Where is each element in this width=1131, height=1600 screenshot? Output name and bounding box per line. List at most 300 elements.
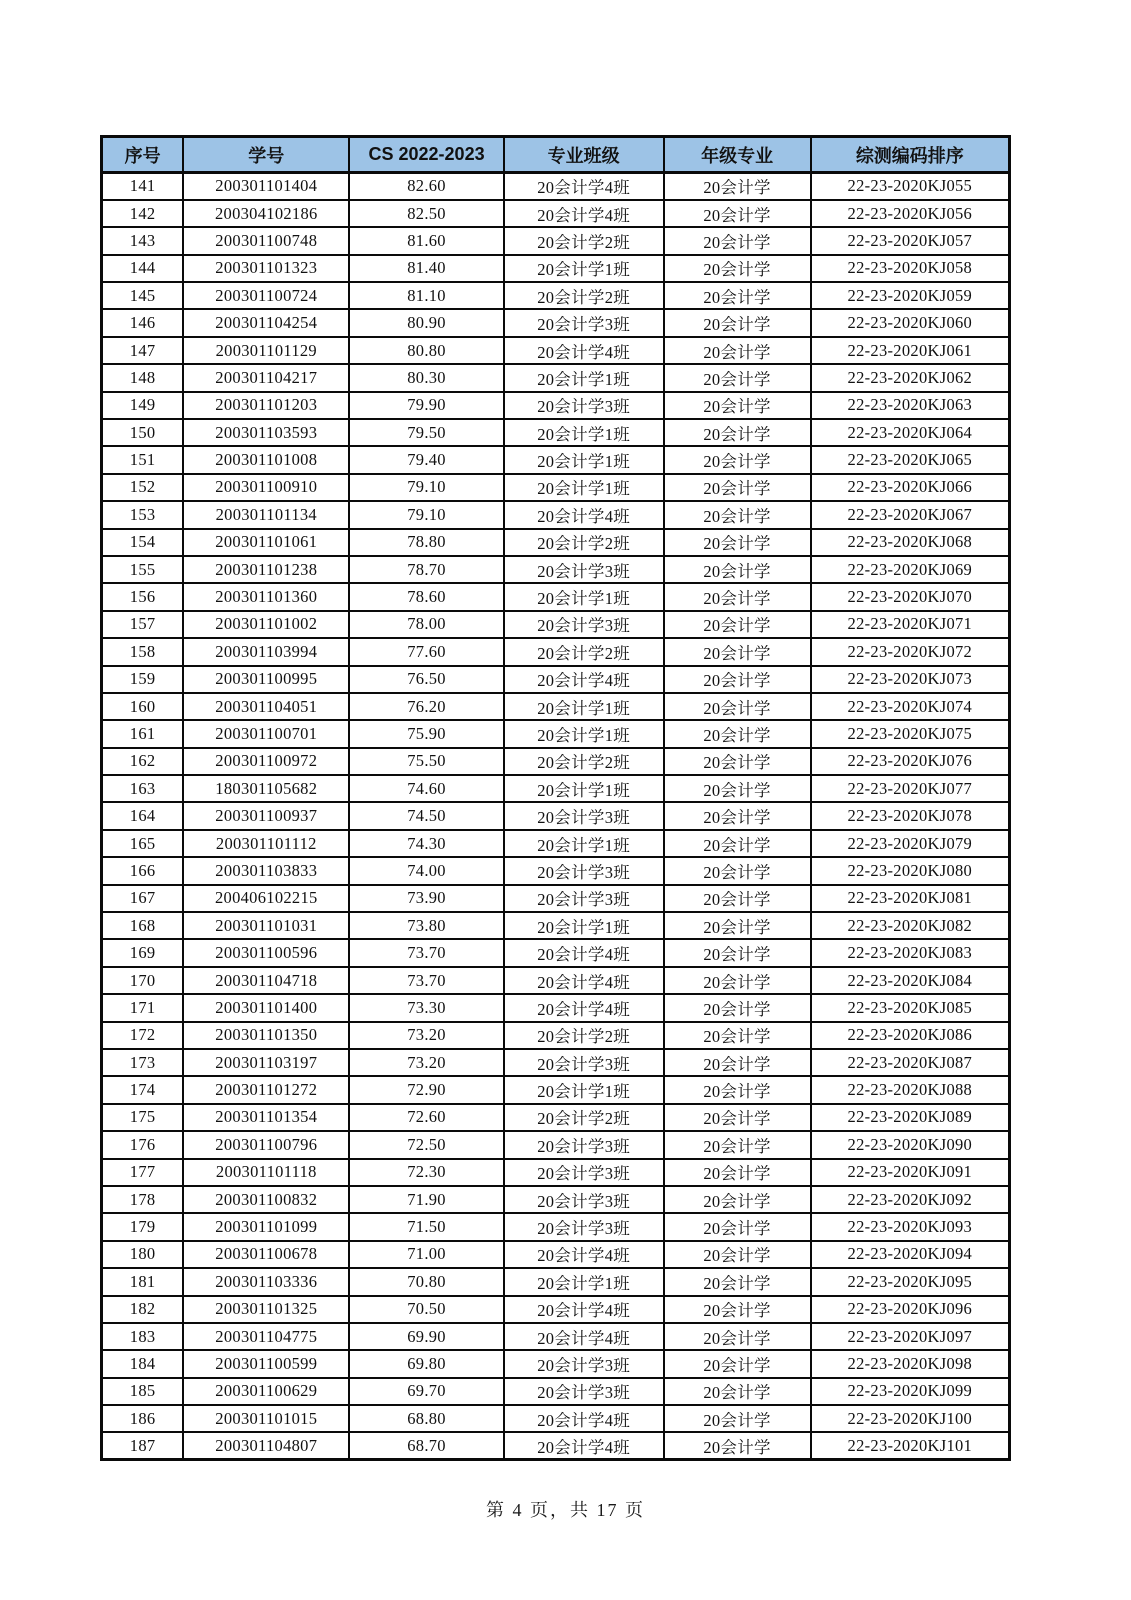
table-body <box>102 173 1010 1460</box>
table-row <box>102 720 1010 747</box>
cell-index: 179 <box>102 1213 184 1240</box>
cell-student-id: 200301104807 <box>183 1432 349 1459</box>
cell-assessment-code: 22-23-2020KJ064 <box>811 419 1010 446</box>
table-row <box>102 227 1010 254</box>
cell-index: 166 <box>102 857 184 884</box>
cell-grade-major: 20会计学 <box>664 501 811 528</box>
cell-assessment-code: 22-23-2020KJ066 <box>811 474 1010 501</box>
cell-cs-score: 73.20 <box>349 1022 503 1049</box>
cell-major-class: 20会计学1班 <box>504 693 664 720</box>
table-row <box>102 1241 1010 1268</box>
cell-cs-score: 79.50 <box>349 419 503 446</box>
cell-cs-score: 82.50 <box>349 200 503 227</box>
cell-index: 153 <box>102 501 184 528</box>
cell-grade-major: 20会计学 <box>664 1268 811 1295</box>
cell-cs-score: 69.70 <box>349 1378 503 1405</box>
table-row <box>102 994 1010 1021</box>
cell-assessment-code: 22-23-2020KJ070 <box>811 583 1010 610</box>
table-row <box>102 1350 1010 1377</box>
cell-cs-score: 81.40 <box>349 255 503 282</box>
table-row <box>102 693 1010 720</box>
column-header-major-class: 专业班级 <box>504 137 664 173</box>
cell-assessment-code: 22-23-2020KJ072 <box>811 638 1010 665</box>
cell-student-id: 200301101203 <box>183 392 349 419</box>
table-row <box>102 666 1010 693</box>
cell-assessment-code: 22-23-2020KJ083 <box>811 939 1010 966</box>
cell-student-id: 200301101129 <box>183 337 349 364</box>
cell-index: 148 <box>102 364 184 391</box>
cell-cs-score: 69.80 <box>349 1350 503 1377</box>
cell-student-id: 200301101118 <box>183 1159 349 1186</box>
cell-assessment-code: 22-23-2020KJ060 <box>811 309 1010 336</box>
column-header-grade-major: 年级专业 <box>664 137 811 173</box>
cell-grade-major: 20会计学 <box>664 720 811 747</box>
cell-cs-score: 71.50 <box>349 1213 503 1240</box>
cell-grade-major: 20会计学 <box>664 200 811 227</box>
cell-student-id: 200301101002 <box>183 611 349 638</box>
cell-major-class: 20会计学3班 <box>504 556 664 583</box>
cell-cs-score: 72.60 <box>349 1104 503 1131</box>
cell-cs-score: 78.00 <box>349 611 503 638</box>
cell-assessment-code: 22-23-2020KJ063 <box>811 392 1010 419</box>
cell-index: 186 <box>102 1405 184 1432</box>
cell-cs-score: 74.00 <box>349 857 503 884</box>
cell-student-id: 200301100995 <box>183 666 349 693</box>
cell-index: 182 <box>102 1296 184 1323</box>
cell-grade-major: 20会计学 <box>664 1378 811 1405</box>
cell-student-id: 200301104051 <box>183 693 349 720</box>
table-row <box>102 1378 1010 1405</box>
table-row <box>102 446 1010 473</box>
cell-assessment-code: 22-23-2020KJ080 <box>811 857 1010 884</box>
cell-major-class: 20会计学4班 <box>504 1241 664 1268</box>
cell-cs-score: 80.30 <box>349 364 503 391</box>
cell-major-class: 20会计学4班 <box>504 939 664 966</box>
cell-major-class: 20会计学4班 <box>504 1323 664 1350</box>
cell-index: 164 <box>102 802 184 829</box>
cell-student-id: 200301100724 <box>183 282 349 309</box>
cell-index: 154 <box>102 529 184 556</box>
cell-major-class: 20会计学1班 <box>504 255 664 282</box>
cell-grade-major: 20会计学 <box>664 775 811 802</box>
cell-assessment-code: 22-23-2020KJ075 <box>811 720 1010 747</box>
cell-index: 159 <box>102 666 184 693</box>
cell-grade-major: 20会计学 <box>664 611 811 638</box>
cell-student-id: 200301100972 <box>183 748 349 775</box>
cell-major-class: 20会计学4班 <box>504 337 664 364</box>
table-row <box>102 1159 1010 1186</box>
cell-index: 185 <box>102 1378 184 1405</box>
table-row <box>102 638 1010 665</box>
table-row <box>102 474 1010 501</box>
cell-assessment-code: 22-23-2020KJ077 <box>811 775 1010 802</box>
cell-index: 160 <box>102 693 184 720</box>
cell-index: 147 <box>102 337 184 364</box>
cell-student-id: 200301101238 <box>183 556 349 583</box>
table-header-row <box>102 137 1010 173</box>
cell-assessment-code: 22-23-2020KJ078 <box>811 802 1010 829</box>
cell-grade-major: 20会计学 <box>664 1350 811 1377</box>
cell-cs-score: 76.20 <box>349 693 503 720</box>
table-row <box>102 611 1010 638</box>
cell-grade-major: 20会计学 <box>664 666 811 693</box>
cell-student-id: 200301101008 <box>183 446 349 473</box>
cell-major-class: 20会计学3班 <box>504 885 664 912</box>
table-row <box>102 337 1010 364</box>
cell-cs-score: 72.30 <box>349 1159 503 1186</box>
cell-assessment-code: 22-23-2020KJ093 <box>811 1213 1010 1240</box>
cell-cs-score: 73.30 <box>349 994 503 1021</box>
cell-cs-score: 71.90 <box>349 1186 503 1213</box>
cell-assessment-code: 22-23-2020KJ073 <box>811 666 1010 693</box>
table-row <box>102 1104 1010 1131</box>
table-row <box>102 967 1010 994</box>
cell-student-id: 200301101099 <box>183 1213 349 1240</box>
table-row <box>102 1186 1010 1213</box>
cell-student-id: 200301100629 <box>183 1378 349 1405</box>
cell-index: 152 <box>102 474 184 501</box>
cell-grade-major: 20会计学 <box>664 1186 811 1213</box>
cell-grade-major: 20会计学 <box>664 446 811 473</box>
cell-student-id: 200301103593 <box>183 419 349 446</box>
cell-student-id: 200301100701 <box>183 720 349 747</box>
cell-grade-major: 20会计学 <box>664 419 811 446</box>
cell-grade-major: 20会计学 <box>664 255 811 282</box>
cell-index: 171 <box>102 994 184 1021</box>
cell-student-id: 200301101354 <box>183 1104 349 1131</box>
cell-index: 158 <box>102 638 184 665</box>
cell-assessment-code: 22-23-2020KJ068 <box>811 529 1010 556</box>
cell-major-class: 20会计学1班 <box>504 720 664 747</box>
table-row <box>102 364 1010 391</box>
table-row <box>102 1323 1010 1350</box>
table-row <box>102 583 1010 610</box>
cell-student-id: 200304102186 <box>183 200 349 227</box>
cell-cs-score: 74.60 <box>349 775 503 802</box>
cell-grade-major: 20会计学 <box>664 1213 811 1240</box>
cell-cs-score: 71.00 <box>349 1241 503 1268</box>
cell-index: 149 <box>102 392 184 419</box>
cell-cs-score: 82.60 <box>349 173 503 200</box>
cell-student-id: 200301103197 <box>183 1049 349 1076</box>
cell-grade-major: 20会计学 <box>664 1131 811 1158</box>
table-row <box>102 1076 1010 1103</box>
cell-grade-major: 20会计学 <box>664 1432 811 1459</box>
cell-grade-major: 20会计学 <box>664 1104 811 1131</box>
cell-index: 184 <box>102 1350 184 1377</box>
cell-grade-major: 20会计学 <box>664 474 811 501</box>
cell-assessment-code: 22-23-2020KJ094 <box>811 1241 1010 1268</box>
cell-index: 156 <box>102 583 184 610</box>
cell-grade-major: 20会计学 <box>664 885 811 912</box>
cell-major-class: 20会计学1班 <box>504 419 664 446</box>
cell-major-class: 20会计学1班 <box>504 583 664 610</box>
cell-assessment-code: 22-23-2020KJ062 <box>811 364 1010 391</box>
cell-student-id: 200301100678 <box>183 1241 349 1268</box>
cell-index: 161 <box>102 720 184 747</box>
cell-major-class: 20会计学3班 <box>504 1378 664 1405</box>
table-row <box>102 775 1010 802</box>
cell-cs-score: 75.90 <box>349 720 503 747</box>
cell-cs-score: 76.50 <box>349 666 503 693</box>
cell-major-class: 20会计学4班 <box>504 666 664 693</box>
cell-assessment-code: 22-23-2020KJ098 <box>811 1350 1010 1377</box>
cell-assessment-code: 22-23-2020KJ076 <box>811 748 1010 775</box>
cell-assessment-code: 22-23-2020KJ097 <box>811 1323 1010 1350</box>
cell-grade-major: 20会计学 <box>664 1241 811 1268</box>
cell-index: 167 <box>102 885 184 912</box>
cell-cs-score: 78.60 <box>349 583 503 610</box>
cell-assessment-code: 22-23-2020KJ074 <box>811 693 1010 720</box>
cell-major-class: 20会计学2班 <box>504 1104 664 1131</box>
cell-assessment-code: 22-23-2020KJ099 <box>811 1378 1010 1405</box>
cell-grade-major: 20会计学 <box>664 638 811 665</box>
cell-student-id: 200301101404 <box>183 173 349 200</box>
cell-index: 175 <box>102 1104 184 1131</box>
table-row <box>102 1213 1010 1240</box>
cell-cs-score: 73.70 <box>349 939 503 966</box>
column-header-assessment-code: 综测编码排序 <box>811 137 1010 173</box>
cell-major-class: 20会计学3班 <box>504 392 664 419</box>
cell-major-class: 20会计学3班 <box>504 802 664 829</box>
cell-index: 176 <box>102 1131 184 1158</box>
table-row <box>102 1131 1010 1158</box>
cell-grade-major: 20会计学 <box>664 227 811 254</box>
cell-cs-score: 79.10 <box>349 474 503 501</box>
cell-major-class: 20会计学2班 <box>504 227 664 254</box>
cell-major-class: 20会计学1班 <box>504 474 664 501</box>
cell-index: 157 <box>102 611 184 638</box>
student-score-table <box>100 135 1011 1461</box>
cell-grade-major: 20会计学 <box>664 282 811 309</box>
table-row <box>102 939 1010 966</box>
cell-grade-major: 20会计学 <box>664 309 811 336</box>
cell-student-id: 200301101112 <box>183 830 349 857</box>
table-row <box>102 419 1010 446</box>
cell-student-id: 200301101360 <box>183 583 349 610</box>
cell-cs-score: 72.50 <box>349 1131 503 1158</box>
table-row <box>102 1049 1010 1076</box>
table-row <box>102 1268 1010 1295</box>
cell-student-id: 200301100937 <box>183 802 349 829</box>
cell-index: 173 <box>102 1049 184 1076</box>
cell-index: 187 <box>102 1432 184 1459</box>
cell-major-class: 20会计学4班 <box>504 501 664 528</box>
cell-student-id: 200301100910 <box>183 474 349 501</box>
cell-student-id: 200301101031 <box>183 912 349 939</box>
table-row <box>102 1432 1010 1459</box>
cell-major-class: 20会计学3班 <box>504 1159 664 1186</box>
cell-grade-major: 20会计学 <box>664 556 811 583</box>
cell-index: 181 <box>102 1268 184 1295</box>
cell-student-id: 200301104718 <box>183 967 349 994</box>
cell-assessment-code: 22-23-2020KJ067 <box>811 501 1010 528</box>
cell-index: 142 <box>102 200 184 227</box>
cell-major-class: 20会计学1班 <box>504 830 664 857</box>
cell-major-class: 20会计学3班 <box>504 857 664 884</box>
cell-grade-major: 20会计学 <box>664 994 811 1021</box>
cell-major-class: 20会计学2班 <box>504 282 664 309</box>
cell-student-id: 200301103833 <box>183 857 349 884</box>
table-row <box>102 912 1010 939</box>
cell-grade-major: 20会计学 <box>664 1049 811 1076</box>
cell-assessment-code: 22-23-2020KJ101 <box>811 1432 1010 1459</box>
cell-assessment-code: 22-23-2020KJ087 <box>811 1049 1010 1076</box>
cell-grade-major: 20会计学 <box>664 830 811 857</box>
cell-assessment-code: 22-23-2020KJ065 <box>811 446 1010 473</box>
cell-assessment-code: 22-23-2020KJ095 <box>811 1268 1010 1295</box>
cell-student-id: 200301104775 <box>183 1323 349 1350</box>
cell-major-class: 20会计学3班 <box>504 1213 664 1240</box>
cell-cs-score: 79.90 <box>349 392 503 419</box>
cell-index: 183 <box>102 1323 184 1350</box>
cell-cs-score: 74.50 <box>349 802 503 829</box>
cell-student-id: 200301101134 <box>183 501 349 528</box>
cell-student-id: 200301100596 <box>183 939 349 966</box>
cell-major-class: 20会计学2班 <box>504 1022 664 1049</box>
cell-grade-major: 20会计学 <box>664 364 811 391</box>
table-row <box>102 857 1010 884</box>
cell-cs-score: 72.90 <box>349 1076 503 1103</box>
table-row <box>102 830 1010 857</box>
cell-major-class: 20会计学4班 <box>504 1432 664 1459</box>
table-row <box>102 1022 1010 1049</box>
cell-major-class: 20会计学1班 <box>504 446 664 473</box>
page-number-footer: 第 4 页，共 17 页 <box>486 1500 645 1520</box>
cell-assessment-code: 22-23-2020KJ084 <box>811 967 1010 994</box>
cell-student-id: 200301104254 <box>183 309 349 336</box>
cell-major-class: 20会计学3班 <box>504 309 664 336</box>
table-row <box>102 501 1010 528</box>
cell-index: 143 <box>102 227 184 254</box>
cell-grade-major: 20会计学 <box>664 1296 811 1323</box>
cell-cs-score: 78.80 <box>349 529 503 556</box>
cell-major-class: 20会计学4班 <box>504 173 664 200</box>
cell-assessment-code: 22-23-2020KJ090 <box>811 1131 1010 1158</box>
cell-student-id: 200301100748 <box>183 227 349 254</box>
cell-index: 162 <box>102 748 184 775</box>
cell-assessment-code: 22-23-2020KJ088 <box>811 1076 1010 1103</box>
table-row <box>102 802 1010 829</box>
cell-grade-major: 20会计学 <box>664 857 811 884</box>
cell-cs-score: 69.90 <box>349 1323 503 1350</box>
cell-grade-major: 20会计学 <box>664 337 811 364</box>
cell-student-id: 200301100599 <box>183 1350 349 1377</box>
cell-cs-score: 75.50 <box>349 748 503 775</box>
cell-cs-score: 73.20 <box>349 1049 503 1076</box>
cell-assessment-code: 22-23-2020KJ100 <box>811 1405 1010 1432</box>
cell-assessment-code: 22-23-2020KJ055 <box>811 173 1010 200</box>
cell-grade-major: 20会计学 <box>664 1159 811 1186</box>
table-row <box>102 392 1010 419</box>
cell-assessment-code: 22-23-2020KJ079 <box>811 830 1010 857</box>
cell-major-class: 20会计学4班 <box>504 1296 664 1323</box>
cell-major-class: 20会计学1班 <box>504 912 664 939</box>
cell-assessment-code: 22-23-2020KJ082 <box>811 912 1010 939</box>
cell-major-class: 20会计学2班 <box>504 748 664 775</box>
table-row <box>102 200 1010 227</box>
cell-index: 155 <box>102 556 184 583</box>
cell-assessment-code: 22-23-2020KJ059 <box>811 282 1010 309</box>
cell-major-class: 20会计学3班 <box>504 1131 664 1158</box>
cell-cs-score: 73.90 <box>349 885 503 912</box>
cell-student-id: 200406102215 <box>183 885 349 912</box>
cell-index: 168 <box>102 912 184 939</box>
cell-major-class: 20会计学1班 <box>504 1268 664 1295</box>
cell-assessment-code: 22-23-2020KJ096 <box>811 1296 1010 1323</box>
cell-student-id: 200301101350 <box>183 1022 349 1049</box>
cell-grade-major: 20会计学 <box>664 1076 811 1103</box>
cell-index: 145 <box>102 282 184 309</box>
cell-cs-score: 68.80 <box>349 1405 503 1432</box>
cell-cs-score: 81.60 <box>349 227 503 254</box>
cell-grade-major: 20会计学 <box>664 939 811 966</box>
cell-assessment-code: 22-23-2020KJ091 <box>811 1159 1010 1186</box>
cell-index: 172 <box>102 1022 184 1049</box>
column-header-student-id: 学号 <box>183 137 349 173</box>
table-row <box>102 529 1010 556</box>
cell-grade-major: 20会计学 <box>664 802 811 829</box>
cell-student-id: 200301103336 <box>183 1268 349 1295</box>
table-row <box>102 1296 1010 1323</box>
cell-grade-major: 20会计学 <box>664 693 811 720</box>
cell-major-class: 20会计学4班 <box>504 994 664 1021</box>
cell-student-id: 200301100796 <box>183 1131 349 1158</box>
cell-grade-major: 20会计学 <box>664 912 811 939</box>
cell-grade-major: 20会计学 <box>664 1323 811 1350</box>
table-row <box>102 309 1010 336</box>
cell-cs-score: 70.50 <box>349 1296 503 1323</box>
cell-grade-major: 20会计学 <box>664 173 811 200</box>
cell-cs-score: 79.40 <box>349 446 503 473</box>
table-row <box>102 748 1010 775</box>
cell-index: 151 <box>102 446 184 473</box>
cell-major-class: 20会计学1班 <box>504 775 664 802</box>
cell-cs-score: 77.60 <box>349 638 503 665</box>
cell-cs-score: 70.80 <box>349 1268 503 1295</box>
cell-assessment-code: 22-23-2020KJ086 <box>811 1022 1010 1049</box>
cell-assessment-code: 22-23-2020KJ085 <box>811 994 1010 1021</box>
cell-student-id: 200301100832 <box>183 1186 349 1213</box>
table-row <box>102 255 1010 282</box>
cell-index: 141 <box>102 173 184 200</box>
cell-assessment-code: 22-23-2020KJ092 <box>811 1186 1010 1213</box>
cell-cs-score: 78.70 <box>349 556 503 583</box>
cell-student-id: 200301103994 <box>183 638 349 665</box>
cell-major-class: 20会计学3班 <box>504 1186 664 1213</box>
cell-cs-score: 81.10 <box>349 282 503 309</box>
cell-cs-score: 74.30 <box>349 830 503 857</box>
cell-assessment-code: 22-23-2020KJ071 <box>811 611 1010 638</box>
cell-grade-major: 20会计学 <box>664 748 811 775</box>
cell-index: 170 <box>102 967 184 994</box>
cell-cs-score: 73.70 <box>349 967 503 994</box>
cell-student-id: 200301101061 <box>183 529 349 556</box>
cell-major-class: 20会计学1班 <box>504 1076 664 1103</box>
cell-student-id: 200301101272 <box>183 1076 349 1103</box>
cell-cs-score: 80.90 <box>349 309 503 336</box>
cell-student-id: 200301101323 <box>183 255 349 282</box>
cell-major-class: 20会计学2班 <box>504 529 664 556</box>
cell-index: 178 <box>102 1186 184 1213</box>
cell-major-class: 20会计学3班 <box>504 1049 664 1076</box>
cell-grade-major: 20会计学 <box>664 392 811 419</box>
cell-index: 144 <box>102 255 184 282</box>
cell-student-id: 200301101400 <box>183 994 349 1021</box>
cell-major-class: 20会计学4班 <box>504 1405 664 1432</box>
table-row <box>102 556 1010 583</box>
cell-cs-score: 68.70 <box>349 1432 503 1459</box>
